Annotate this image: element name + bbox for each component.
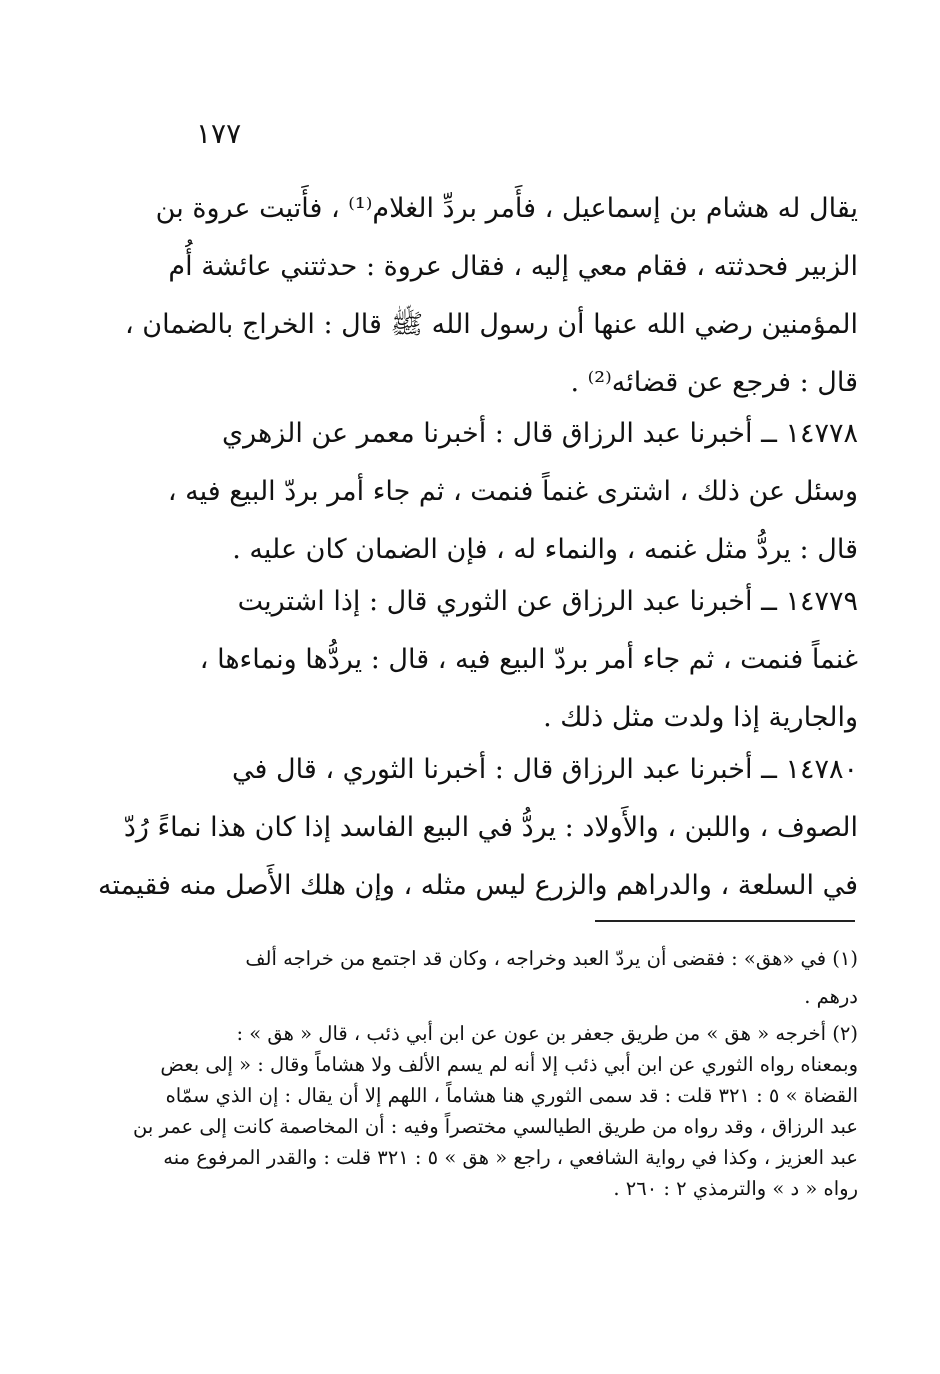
text-line: غنماً فنمت ، ثم جاء أمر بردّ البيع فيه ، قال : يردُّها ونماءها ، (199, 644, 858, 675)
paragraph-intro (124, 180, 858, 412)
footnote-line: القضاة » ٥ : ٣٢١ قلت : قد سمى الثوري هنا هشاماً ، اللهم إلا أن يقال : إن الذي سمّاه (165, 1084, 858, 1107)
text-line: المؤمنين رضي الله عنها أن رسول الله ﷺ قال : الخراج بالضمان ، (124, 309, 858, 340)
text-line: ١٤٧٨٠ ــ أخبرنا عبد الرزاق قال : أخبرنا الثوري ، قال في (232, 754, 858, 785)
text-line: قال : فرجع عن قضائه⁽²⁾ . (570, 367, 858, 398)
footnote-line: درهم . (804, 985, 858, 1008)
footnote-line: (٢) أخرجه « هق » من طريق جعفر بن عون عن ابن أبي ذئب ، قال « هق » : (236, 1022, 858, 1045)
text-line: يقال له هشام بن إسماعيل ، فأَمر بردِّ الغلام⁽¹⁾ ، فأَتيت عروة بن (155, 193, 858, 224)
paragraph-14780 (97, 741, 858, 915)
footnote-divider (595, 920, 855, 922)
paragraph-14779 (190, 573, 858, 747)
text-line: الزبير فحدثته ، فقام معي إليه ، فقال عروة : حدثتني عائشة أُم (168, 251, 858, 282)
text-line: ١٤٧٧٨ ــ أخبرنا عبد الرزاق قال : أخبرنا معمر عن الزهري (221, 418, 858, 449)
text-line: في السلعة ، والدراهم والزرع ليس مثله ، وإن هلك الأَصل منه فقيمته (97, 870, 858, 901)
text-line: وسئل عن ذلك ، اشترى غنماً فنمت ، ثم جاء أمر بردّ البيع فيه ، (167, 476, 858, 507)
text-line: الصوف ، واللبن ، والأَولاد : يردُّ في البيع الفاسد إذا كان هذا نماءً رُدّ (123, 812, 858, 843)
footnote-line: (١) في «هق» : فقضى أن يردّ العبد وخراجه ، وكان قد اجتمع من خراجه ألف (245, 947, 858, 970)
footnote-line: عبد العزيز ، وكذا في رواية الشافعي ، راجع « هق » ٥ : ٣٢١ قلت : والقدر المرفوع منه (163, 1146, 858, 1169)
text-line: قال : يردُّ مثل غنمه ، والنماء له ، فإن الضمان كان عليه . (232, 534, 858, 565)
page-number: ١٧٧ (196, 117, 242, 150)
footnote-line: رواه « د » والترمذي ٢ : ٢٦٠ . (613, 1177, 858, 1200)
text-line: ١٤٧٧٩ ــ أخبرنا عبد الرزاق عن الثوري قال : إذا اشتريت (237, 586, 858, 617)
paragraph-14778 (167, 405, 858, 579)
footnote-line: عبد الرزاق ، وقد رواه من طريق الطيالسي مختصراً وفيه : أن المخاصمة كانت إلى عمر بن (133, 1115, 858, 1138)
footnote-2 (133, 1018, 858, 1204)
footnote-1 (190, 940, 858, 1016)
text-line: والجارية إذا ولدت مثل ذلك . (543, 702, 858, 733)
footnote-line: وبمعناه رواه الثوري عن ابن أبي ذئب إلا أنه لم يسم الألف ولا هشاماً وقال : « إلى بعض (160, 1053, 858, 1076)
